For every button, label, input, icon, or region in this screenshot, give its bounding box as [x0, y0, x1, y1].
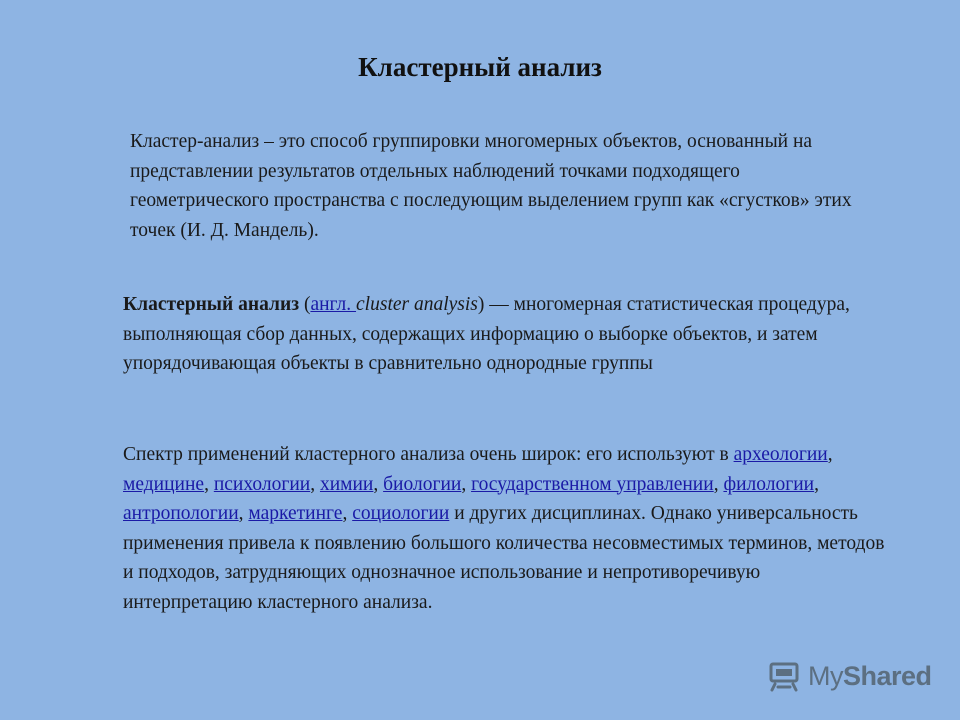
link-chemistry[interactable]: химии: [319, 473, 374, 495]
link-biology[interactable]: биологии: [383, 473, 462, 495]
cluster-analysis-paragraph: [123, 290, 883, 379]
definition-rest: ) — многомерная статистическая процедура, выполняющая сбор данных, содержащих информацию о выборке объектов, и затем упорядочивающая объекты в сравнительно однородные группы: [123, 294, 850, 374]
separator: ,: [373, 473, 384, 495]
applications-intro: Спектр применений кластерного анализа очень широк: его используют в: [123, 444, 734, 465]
link-psychology[interactable]: психологии: [213, 473, 311, 495]
link-archaeology[interactable]: археологии: [733, 444, 828, 465]
applications-paragraph: [123, 440, 893, 617]
english-language-link[interactable]: англ.: [310, 294, 357, 315]
myshared-watermark: [766, 656, 936, 696]
myshared-logo-icon: [766, 658, 802, 694]
definition-paragraph: Кластер-анализ – это способ группировки многомерных объектов, основанный на представлении результатов отдельных наблюдений точками подходящего геометрического пространства с последующим выделением групп как «сгустков» этих точек (И. Д. Мандель).: [130, 131, 852, 241]
separator: ,: [238, 503, 249, 524]
link-sociology[interactable]: социологии: [352, 503, 450, 524]
slide-title: Кластерный анализ: [358, 52, 602, 82]
link-marketing[interactable]: маркетинге: [248, 503, 343, 524]
link-public-administration[interactable]: государственном управлении: [471, 473, 714, 495]
link-medicine[interactable]: медицине: [123, 473, 205, 495]
link-philology[interactable]: филологии: [723, 473, 815, 495]
paren-open: (: [299, 294, 311, 315]
english-term: cluster analysis: [356, 294, 478, 315]
separator: ,: [827, 444, 833, 465]
separator: ,: [713, 473, 724, 495]
separator: ,: [461, 473, 472, 495]
myshared-logo-text: MyShared: [808, 660, 932, 691]
applications-rest: и других дисциплинах. Однако универсальность применения привела к появлению большого количества несовместимых терминов, методов и подходов, затрудняющих однозначное использование и непротиворечивую интерпретацию кластерного анализа.: [123, 503, 885, 613]
link-anthropology[interactable]: антропологии: [123, 503, 239, 524]
separator: ,: [310, 473, 320, 495]
term-bold: Кластерный анализ: [123, 294, 300, 315]
separator: ,: [204, 473, 214, 495]
separator: ,: [342, 503, 353, 524]
separator: ,: [814, 473, 819, 495]
